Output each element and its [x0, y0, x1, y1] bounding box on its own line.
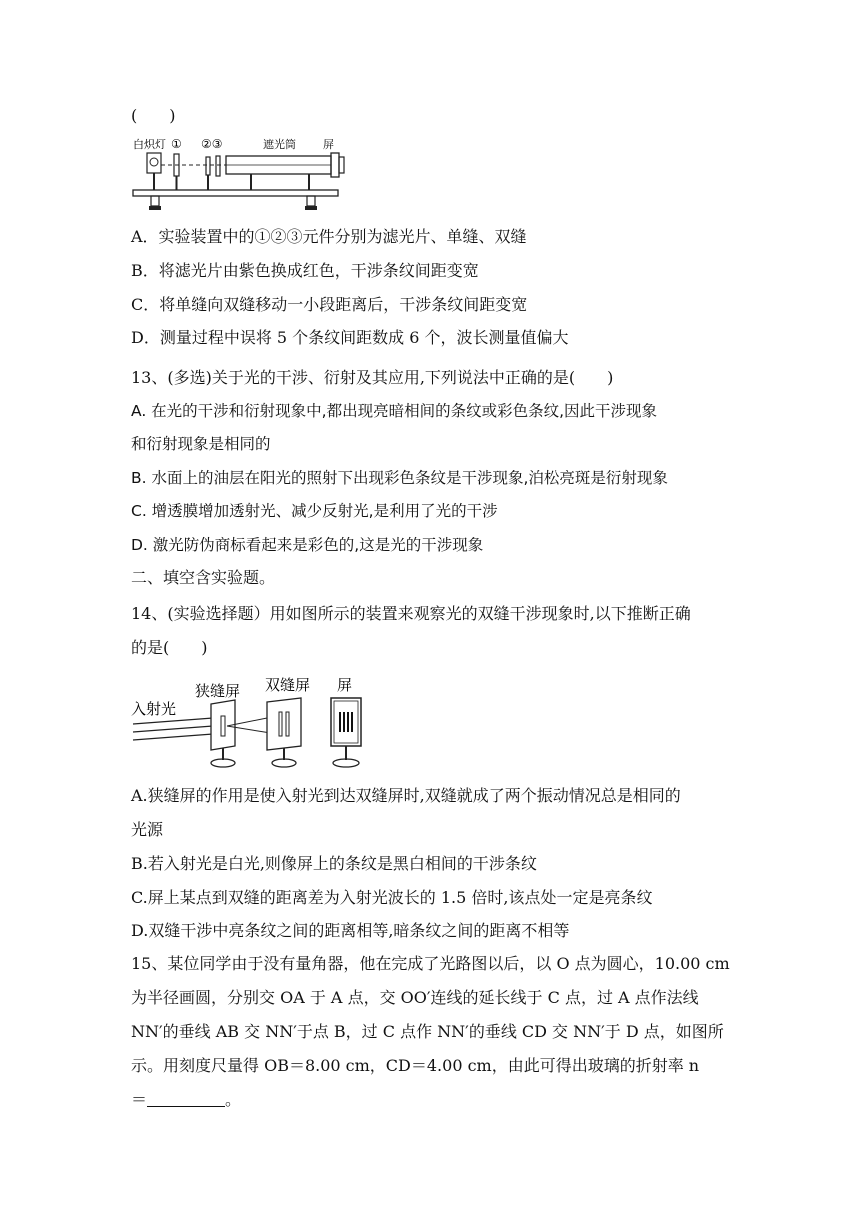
- q14-option-d: D.双缝干涉中亮条纹之间的距离相等,暗条纹之间的距离不相等: [131, 921, 570, 940]
- q14-option-b: B.若入射光是白光,则像屏上的条纹是黑白相间的干涉条纹: [131, 854, 537, 873]
- q13-option-a: A. 在光的干涉和衍射现象中,都出现亮暗相间的条纹或彩色条纹,因此干涉现象: [131, 402, 658, 420]
- q14-stem-line2: 的是( ): [131, 638, 208, 657]
- label-component-1: ①: [171, 137, 182, 151]
- q14-option-a: A.狭缝屏的作用是使入射光到达双缝屏时,双缝就成了两个振动情况总是相同的: [131, 786, 681, 805]
- q13-option-c: C. 增透膜增加透射光、减少反射光,是利用了光的干涉: [131, 502, 498, 520]
- q15-line1: 15、某位同学由于没有量角器，他在完成了光路图以后，以 O 点为圆心，10.00 cm: [131, 954, 730, 973]
- label-tube: 遮光筒: [263, 138, 296, 151]
- q15-line3: NN′的垂线 AB 交 NN′于点 B，过 C 点作 NN′的垂线 CD 交 NN′于 D 点，如图所: [131, 1022, 724, 1041]
- label-components-2-3: ②③: [201, 137, 223, 151]
- optical-bench-figure: [131, 134, 356, 216]
- q15-answer-prefix: ＝: [131, 1090, 148, 1109]
- q15-answer-blank[interactable]: [147, 1090, 225, 1107]
- q15-line4: 示。用刻度尺量得 OB＝8.00 cm，CD＝4.00 cm，由此可得出玻璃的折射率 n: [131, 1056, 700, 1075]
- q14-stem-line1: 14、(实验选择题）用如图所示的装置来观察光的双缝干涉现象时,以下推断正确: [131, 604, 691, 623]
- q12-option-d: D．测量过程中误将 5 个条纹间距数成 6 个，波长测量值偏大: [131, 328, 569, 347]
- q15-answer-line: [131, 1090, 241, 1110]
- q15-answer-suffix: 。: [225, 1090, 242, 1109]
- q14-option-a-cont: 光源: [131, 820, 164, 839]
- label-incident-light: 入射光: [131, 700, 177, 718]
- label-screen: 屏: [323, 138, 334, 151]
- q12-option-b: B．将滤光片由紫色换成红色，干涉条纹间距变宽: [131, 261, 479, 280]
- section-2-heading: 二、填空含实验题。: [131, 568, 276, 587]
- q15-line2: 为半径画圆，分别交 OA 于 A 点，交 OO′连线的延长线于 C 点，过 A 点作法线: [131, 988, 699, 1007]
- double-slit-figure: [131, 672, 371, 772]
- q12-stem-tail: ( ): [131, 106, 176, 125]
- q13-option-a-cont: 和衍射现象是相同的: [131, 435, 271, 453]
- q14-option-c: C.屏上某点到双缝的距离差为入射光波长的 1.5 倍时,该点处一定是亮条纹: [131, 888, 653, 907]
- label-screen: 屏: [337, 676, 353, 694]
- q12-option-a: A．实验装置中的①②③元件分别为滤光片、单缝、双缝: [131, 227, 527, 246]
- q13-option-b: B. 水面上的油层在阳光的照射下出现彩色条纹是干涉现象,泊松亮斑是衍射现象: [131, 469, 668, 487]
- q13-stem: 13、(多选)关于光的干涉、衍射及其应用,下列说法中正确的是( ): [131, 368, 614, 387]
- label-double-slit-screen: 双缝屏: [265, 676, 311, 694]
- label-slit-screen: 狭缝屏: [195, 682, 241, 700]
- label-lamp: 白炽灯: [133, 138, 166, 151]
- q13-option-d: D. 激光防伪商标看起来是彩色的,这是光的干涉现象: [131, 536, 484, 554]
- q12-option-c: C．将单缝向双缝移动一小段距离后，干涉条纹间距变宽: [131, 295, 528, 314]
